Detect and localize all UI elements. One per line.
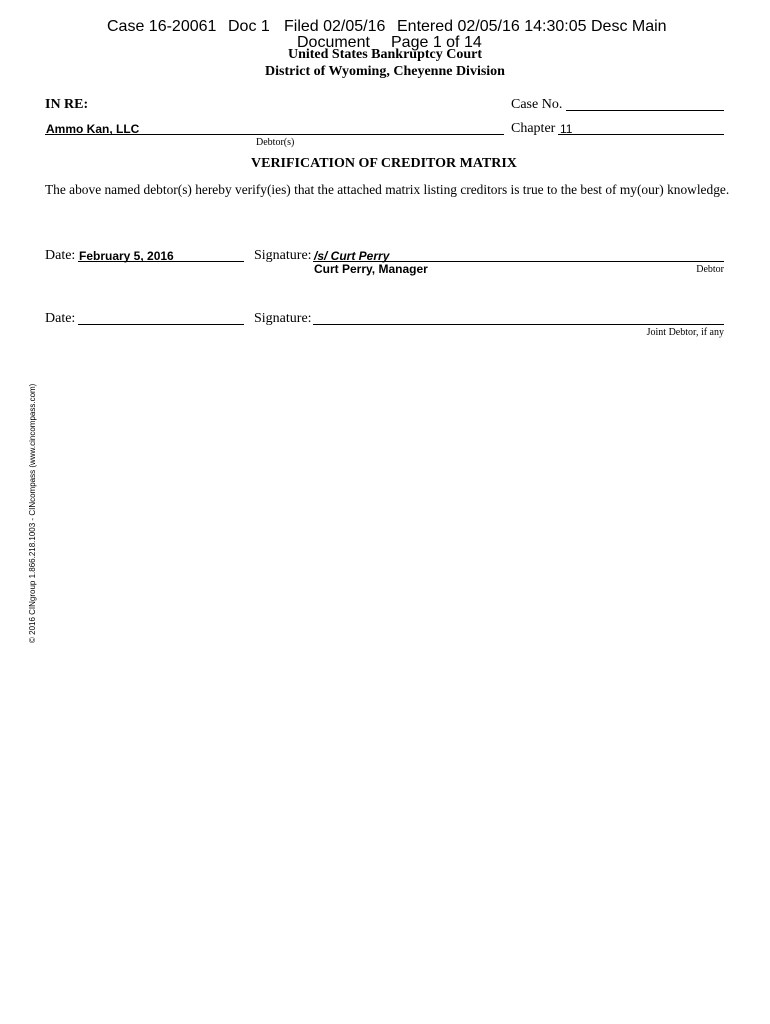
debtor-name: Ammo Kan, LLC [46, 122, 140, 136]
date-label-1: Date: [45, 248, 76, 263]
signature-label-1: Signature: [254, 248, 312, 263]
signature-label-2: Signature: [254, 311, 312, 326]
stamp-page: Page 1 of 14 [391, 34, 482, 51]
stamp-case: Case 16-20061 [107, 18, 217, 35]
stamp-entered: Entered 02/05/16 14:30:05 [397, 18, 587, 35]
stamp-doc: Doc 1 [228, 18, 270, 35]
document-title: VERIFICATION OF CREDITOR MATRIX [251, 156, 517, 171]
chapter-line [558, 134, 724, 135]
signature-value-1: /s/ Curt Perry [314, 249, 390, 263]
copyright-side-note: © 2016 CINgroup 1.866.218.1003 - CINcompass (www.cincompass.com) [28, 383, 37, 643]
date-value-1: February 5, 2016 [79, 249, 174, 263]
debtors-label: Debtor(s) [256, 137, 295, 148]
verification-text: The above named debtor(s) hereby verify(ies) that the attached matrix listing creditors is true to the best of my(our) knowledge. [45, 182, 730, 197]
role-label-1: Debtor [696, 264, 724, 275]
date-line-1 [78, 261, 244, 262]
case-no-label: Case No. [511, 97, 563, 112]
chapter-value: 11 [560, 122, 573, 136]
stamp-desc: Desc Main [591, 18, 667, 35]
chapter-label: Chapter [511, 121, 556, 136]
stamp-filed: Filed 02/05/16 [284, 18, 386, 35]
stamp-document: Document [297, 34, 370, 51]
court-name: United States Bankruptcy Court [287, 47, 483, 62]
signer-name-1: Curt Perry, Manager [314, 262, 428, 276]
date-label-2: Date: [45, 311, 76, 326]
in-re-label: IN RE: [45, 97, 89, 112]
signature-line-2 [313, 324, 724, 325]
debtor-line [45, 134, 504, 135]
role-label-2: Joint Debtor, if any [646, 327, 724, 338]
date-line-2 [78, 324, 244, 325]
case-no-line [566, 110, 724, 111]
court-district: District of Wyoming, Cheyenne Division [265, 64, 505, 79]
